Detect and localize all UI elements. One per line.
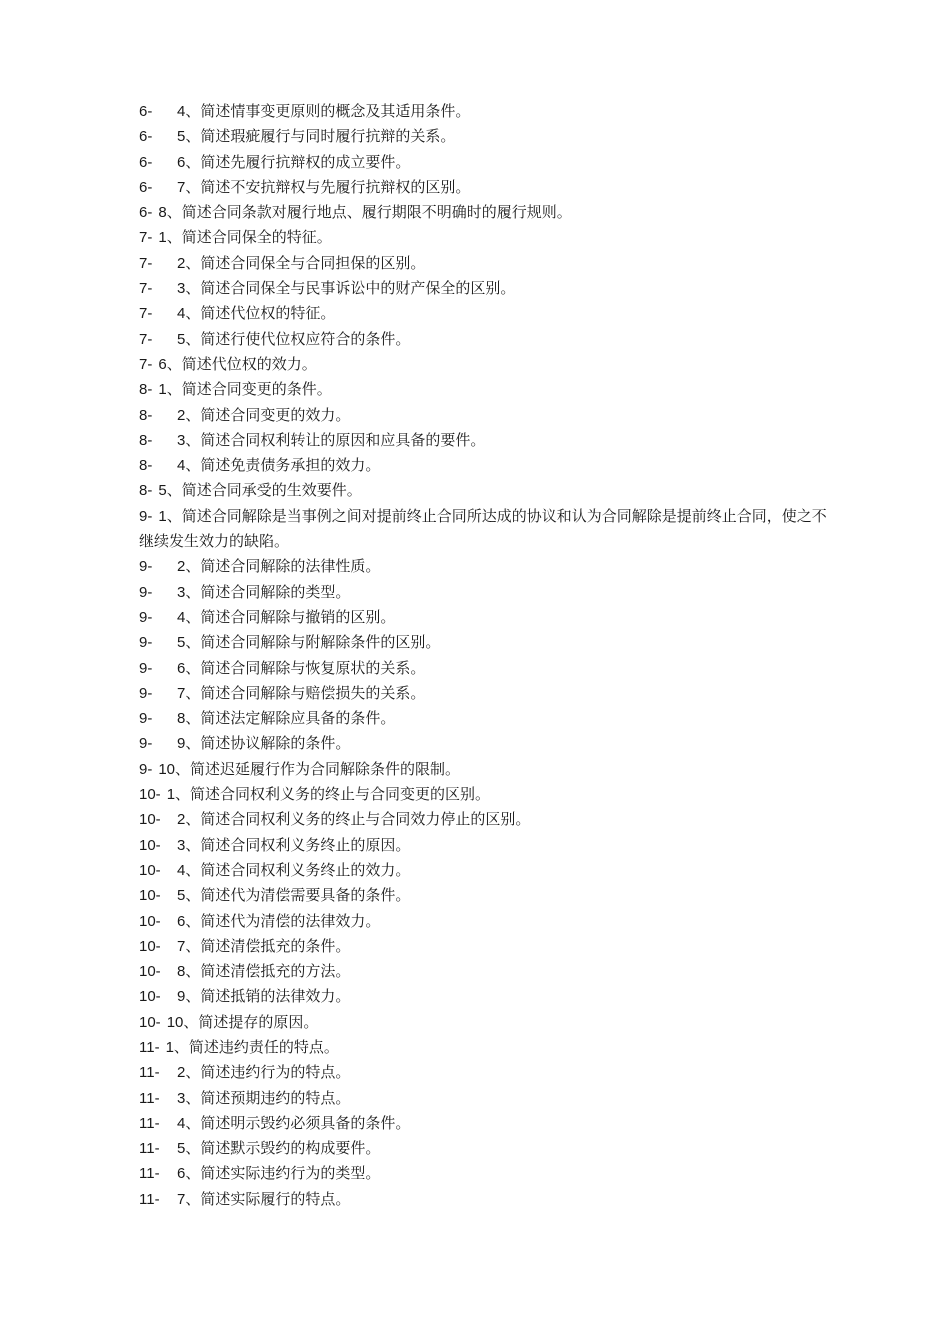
chapter-number: 8-: [139, 431, 153, 449]
list-item: [139, 757, 829, 782]
question-number: 5: [177, 887, 186, 905]
question-text: 、简述合同解除的类型。: [185, 582, 351, 601]
list-item: [139, 554, 829, 579]
question-text: 、简述代位权的效力。: [166, 354, 317, 373]
chapter-number: 7-: [139, 254, 153, 272]
question-number: 1: [158, 229, 167, 247]
question-number: 7: [177, 1190, 186, 1208]
chapter-number: 11-: [139, 1190, 160, 1208]
list-item: [139, 984, 829, 1009]
list-item: [139, 1010, 829, 1035]
question-text: 、简述清偿抵充的方法。: [185, 962, 351, 981]
question-number: 8: [158, 204, 167, 222]
list-item: [139, 377, 829, 402]
chapter-number: 9-: [139, 684, 153, 702]
question-text: 、简述实际履行的特点。: [185, 1189, 351, 1208]
question-number: 3: [177, 280, 186, 298]
question-number: 7: [177, 937, 186, 955]
question-text: 、简述先履行抗辩权的成立要件。: [185, 152, 411, 171]
question-text: 、简述代位权的特征。: [185, 304, 336, 323]
question-text: 、简述代为清偿的法律效力。: [185, 911, 381, 930]
chapter-number: 6-: [139, 153, 153, 171]
list-item: [139, 478, 829, 503]
list-item: [139, 504, 829, 555]
chapter-number: 9-: [139, 608, 153, 626]
question-number: 6: [158, 355, 167, 373]
list-item: [139, 1086, 829, 1111]
question-text: 、简述瑕疵履行与同时履行抗辩的关系。: [185, 127, 456, 146]
list-item: [139, 959, 829, 984]
question-text: 、简述抵销的法律效力。: [185, 987, 351, 1006]
chapter-number: 9-: [139, 735, 153, 753]
question-text: 、简述合同权利义务的终止与合同变更的区别。: [175, 785, 491, 804]
chapter-number: 8-: [139, 381, 153, 399]
chapter-number: 9-: [139, 710, 153, 728]
chapter-number: 7-: [139, 330, 153, 348]
question-text: 、简述默示毁约的构成要件。: [185, 1139, 381, 1158]
question-text: 、简述清偿抵充的条件。: [185, 936, 351, 955]
question-number: 5: [177, 634, 186, 652]
question-number: 3: [177, 431, 186, 449]
question-text: 、简述实际违约行为的类型。: [185, 1164, 381, 1183]
chapter-number: 8-: [139, 406, 153, 424]
question-text: 、简述提存的原因。: [183, 1012, 319, 1031]
question-text: 、简述明示毁约必须具备的条件。: [185, 1113, 411, 1132]
question-list: [139, 99, 829, 1212]
question-number: 6: [177, 912, 186, 930]
chapter-number: 7-: [139, 305, 153, 323]
question-text: 、简述合同解除与附解除条件的区别。: [185, 633, 441, 652]
list-item: [139, 656, 829, 681]
question-number: 5: [177, 1140, 186, 1158]
question-number: 3: [177, 836, 186, 854]
list-item: [139, 124, 829, 149]
list-item: [139, 1035, 829, 1060]
list-item: [139, 934, 829, 959]
chapter-number: 10-: [139, 811, 161, 829]
chapter-number: 6-: [139, 178, 153, 196]
chapter-number: 6-: [139, 128, 153, 146]
chapter-number: 10-: [139, 887, 161, 905]
list-item: [139, 99, 829, 124]
question-number: 4: [177, 305, 186, 323]
question-text: 、简述违约行为的特点。: [185, 1063, 351, 1082]
chapter-number: 9-: [139, 507, 153, 525]
chapter-number: 10-: [139, 988, 161, 1006]
question-number: 1: [165, 1038, 174, 1056]
question-number: 2: [177, 1064, 186, 1082]
question-text: 、简述预期违约的特点。: [185, 1088, 351, 1107]
question-text: 、简述合同变更的效力。: [185, 405, 351, 424]
chapter-number: 10-: [139, 1013, 161, 1031]
list-item: [139, 731, 829, 756]
question-number: 4: [177, 457, 186, 475]
chapter-number: 10-: [139, 786, 161, 804]
list-item: [139, 301, 829, 326]
list-item: [139, 175, 829, 200]
question-number: 4: [177, 861, 186, 879]
chapter-number: 10-: [139, 861, 161, 879]
question-text: 、简述合同权利义务终止的效力。: [185, 860, 411, 879]
question-text: 、简述行使代位权应符合的条件。: [185, 329, 411, 348]
list-item: [139, 807, 829, 832]
list-item: [139, 428, 829, 453]
question-number: 6: [177, 1165, 186, 1183]
list-item: [139, 1060, 829, 1085]
question-number: 4: [177, 608, 186, 626]
question-text: 、简述合同解除与撤销的区别。: [185, 607, 396, 626]
chapter-number: 9-: [139, 634, 153, 652]
question-number: 4: [177, 1114, 186, 1132]
question-number: 7: [177, 684, 186, 702]
list-item: [139, 251, 829, 276]
chapter-number: 10-: [139, 937, 161, 955]
list-item: [139, 225, 829, 250]
question-text: 、简述违约责任的特点。: [173, 1037, 339, 1056]
question-text: 、简述合同解除与赔偿损失的关系。: [185, 683, 426, 702]
chapter-number: 11-: [139, 1038, 160, 1056]
chapter-number: 7-: [139, 355, 153, 373]
list-item: [139, 276, 829, 301]
question-text: 、简述合同保全的特征。: [166, 228, 332, 247]
question-number: 9: [177, 735, 186, 753]
question-text: 、简述合同保全与合同担保的区别。: [185, 253, 426, 272]
chapter-number: 10-: [139, 963, 161, 981]
list-item: [139, 1187, 829, 1212]
question-text: 、简述代为清偿需要具备的条件。: [185, 886, 411, 905]
question-number: 2: [177, 811, 186, 829]
question-number: 1: [158, 381, 167, 399]
chapter-number: 11-: [139, 1089, 160, 1107]
question-number: 5: [177, 128, 186, 146]
list-item: [139, 883, 829, 908]
list-item: [139, 706, 829, 731]
list-item: [139, 352, 829, 377]
chapter-number: 9-: [139, 583, 153, 601]
question-text: 、简述法定解除应具备的条件。: [185, 709, 396, 728]
list-item: [139, 858, 829, 883]
chapter-number: 10-: [139, 836, 161, 854]
question-text: 、简述合同条款对履行地点、履行期限不明确时的履行规则。: [166, 203, 572, 222]
chapter-number: 11-: [139, 1064, 160, 1082]
list-item: [139, 403, 829, 428]
question-number: 2: [177, 406, 186, 424]
chapter-number: 7-: [139, 280, 153, 298]
question-text: 、简述免责债务承担的效力。: [185, 456, 381, 475]
list-item: [139, 681, 829, 706]
question-number: 8: [177, 710, 186, 728]
question-number: 8: [177, 963, 186, 981]
question-number: 7: [177, 178, 186, 196]
question-text: 、简述协议解除的条件。: [185, 734, 351, 753]
question-number: 9: [177, 988, 186, 1006]
list-item: [139, 580, 829, 605]
question-text: 、简述情事变更原则的概念及其适用条件。: [185, 102, 471, 120]
question-number: 5: [158, 482, 167, 500]
question-text: 、简述合同保全与民事诉讼中的财产保全的区别。: [185, 279, 516, 298]
chapter-number: 9-: [139, 659, 153, 677]
question-number: 6: [177, 659, 186, 677]
chapter-number: 6-: [139, 103, 153, 120]
question-text: 、简述合同解除的法律性质。: [185, 557, 381, 576]
list-item: [139, 453, 829, 478]
list-item: [139, 909, 829, 934]
list-item: [139, 1136, 829, 1161]
list-item: [139, 782, 829, 807]
question-text: 、简述不安抗辩权与先履行抗辩权的区别。: [185, 177, 471, 196]
chapter-number: 11-: [139, 1140, 160, 1158]
question-number: 1: [166, 786, 176, 804]
chapter-number: 10-: [139, 912, 161, 930]
chapter-number: 6-: [139, 204, 153, 222]
question-text: 、简述迟延履行作为合同解除条件的限制。: [175, 759, 461, 778]
question-number: 1: [158, 507, 167, 525]
question-number: 6: [177, 153, 186, 171]
chapter-number: 7-: [139, 229, 153, 247]
question-number: 5: [177, 330, 186, 348]
question-number: 3: [177, 1089, 186, 1107]
list-item: [139, 327, 829, 352]
chapter-number: 8-: [139, 482, 153, 500]
question-number: 2: [177, 254, 186, 272]
chapter-number: 11-: [139, 1165, 160, 1183]
chapter-number: 8-: [139, 457, 153, 475]
question-number: 4: [177, 103, 186, 120]
list-item: [139, 630, 829, 655]
list-item: [139, 1161, 829, 1186]
list-item: [139, 833, 829, 858]
question-text: 、简述合同解除是当事例之间对提前终止合同所达成的协议和认为合同解除是提前终止合同，使之不继续发生效力的缺陷。: [139, 506, 827, 551]
question-number: 2: [177, 558, 186, 576]
question-text: 、简述合同权利义务的终止与合同效力停止的区别。: [185, 810, 531, 829]
list-item: [139, 605, 829, 630]
question-text: 、简述合同权利转让的原因和应具备的要件。: [185, 430, 486, 449]
chapter-number: 9-: [139, 558, 153, 576]
question-number: 10: [166, 1013, 184, 1031]
question-text: 、简述合同变更的条件。: [166, 380, 332, 399]
list-item: [139, 150, 829, 175]
question-number: 3: [177, 583, 186, 601]
question-text: 、简述合同承受的生效要件。: [166, 481, 362, 500]
list-item: [139, 1111, 829, 1136]
question-text: 、简述合同权利义务终止的原因。: [185, 835, 411, 854]
chapter-number: 9-: [139, 760, 153, 778]
question-text: 、简述合同解除与恢复原状的关系。: [185, 658, 426, 677]
chapter-number: 11-: [139, 1114, 160, 1132]
question-number: 10: [158, 760, 176, 778]
list-item: [139, 200, 829, 225]
